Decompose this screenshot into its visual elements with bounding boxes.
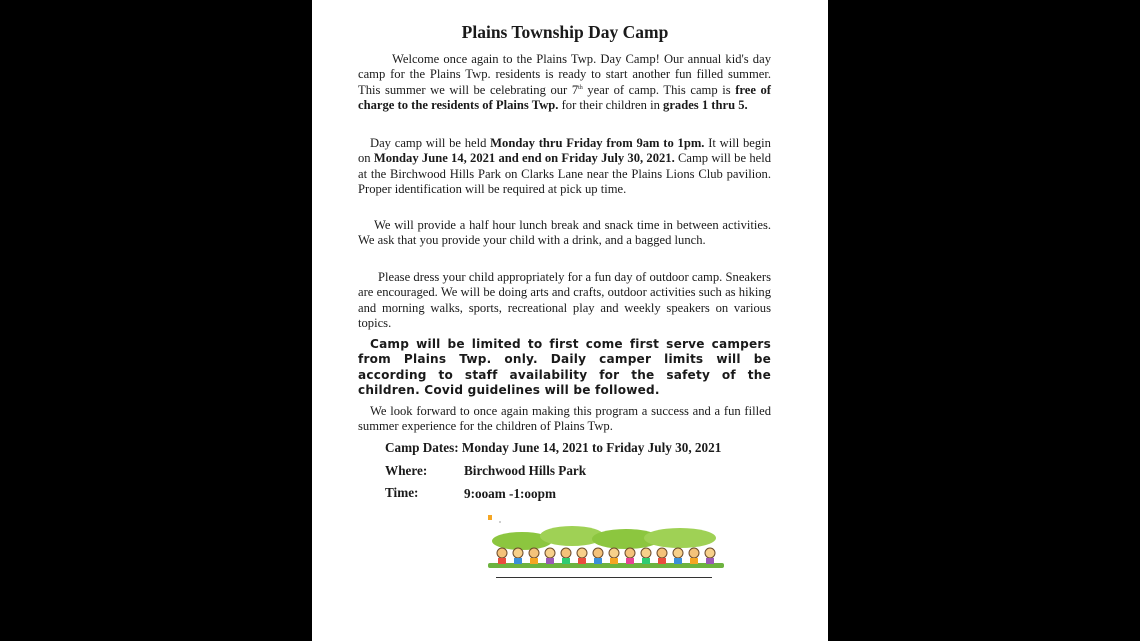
camp-dates: Camp Dates: Monday June 14, 2021 to Friday July 30, 2021 bbox=[385, 440, 722, 455]
where-value: Birchwood Hills Park bbox=[464, 463, 587, 478]
date-range-text: Monday June 14, 2021 and end on Friday July 30, 2021. bbox=[373, 151, 675, 166]
welcome-text-2: year of camp. This camp is bbox=[582, 82, 736, 97]
free-of-charge-text: free of charge to the residents of Plains Twp. bbox=[358, 82, 771, 112]
days-hours-text: Monday thru Friday from 9am to 1pm. bbox=[490, 136, 705, 150]
schedule-paragraph bbox=[358, 136, 771, 197]
signature-line bbox=[496, 577, 712, 578]
time-label: Time: bbox=[385, 485, 419, 500]
flyer-page bbox=[312, 0, 828, 641]
ordinal-suffix: th bbox=[578, 84, 583, 91]
location-text: Camp will be held at the Birchwood Hills Park on Clarks Lane near the Plains Lions Club pavilion. Proper identification will be required at pick up time. bbox=[358, 151, 771, 196]
schedule-text-2: It will begin on bbox=[358, 136, 771, 166]
welcome-text: Welcome once again to the Plains Twp. Day Camp! Our annual kid's day camp for the Plains Twp. residents is ready to start another fun filled summer. This summer we will be celebrating our 7 bbox=[358, 52, 771, 97]
grades-text: grades 1 thru 5. bbox=[663, 97, 748, 112]
children-clipart-icon bbox=[486, 515, 726, 585]
schedule-text: Day camp will be held bbox=[370, 136, 491, 150]
closing-paragraph: We look forward to once again making this program a success and a fun filled summer experience for the children of Plains Twp. bbox=[358, 404, 771, 434]
flyer-title: Plains Township Day Camp bbox=[461, 22, 669, 42]
where-label: Where: bbox=[385, 463, 428, 478]
welcome-text-3: for their children in bbox=[558, 97, 664, 112]
lunch-paragraph: We will provide a half hour lunch break and snack time in between activities. We ask that you provide your child with a drink, and a bagged lunch. bbox=[358, 218, 771, 248]
limits-paragraph: Camp will be limited to first come first serve campers from Plains Twp. only. Daily camper limits will be according to staff availability for the safety of the children. Covid guidelines will be followed. bbox=[358, 337, 771, 397]
dress-paragraph: Please dress your child appropriately for a fun day of outdoor camp. Sneakers are encouraged. We will be doing arts and crafts, outdoor activities such as hiking and morning walks, sports, recreational play and weekly speakers on various topics. bbox=[358, 270, 771, 330]
time-value: 9:ooam -1:oopm bbox=[464, 486, 556, 501]
welcome-paragraph bbox=[358, 52, 771, 113]
